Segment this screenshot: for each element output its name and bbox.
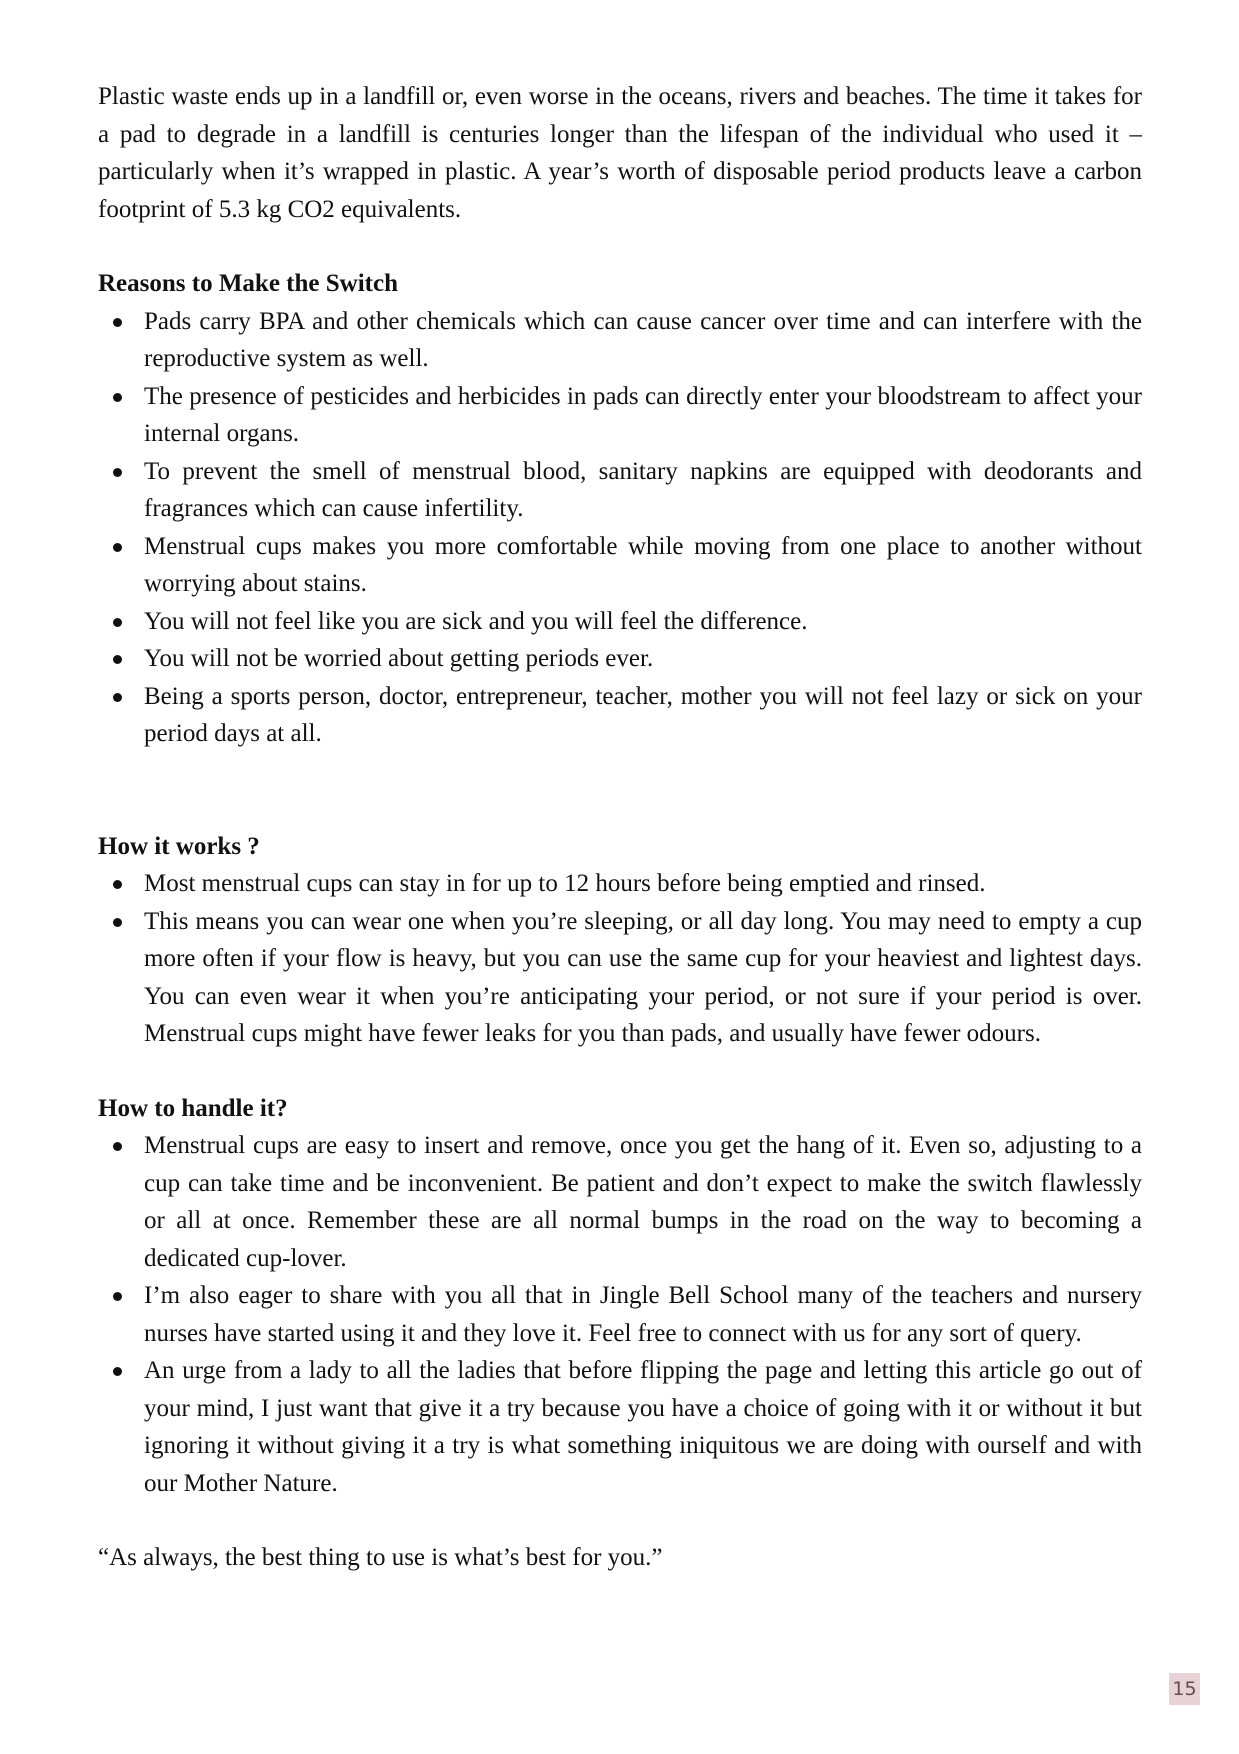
list-item-text: An urge from a lady to all the ladies that before flipping the page and letting this article go out of your mind, I just want that give it a try because you have a choice of going with it or without it but ignoring it without giving it a try is what something iniquitous we are doing with ourself and with our Mother Nature. (144, 1357, 1142, 1497)
list-item (98, 640, 1142, 678)
bullet-icon (113, 393, 122, 402)
spacer (98, 1502, 1142, 1539)
bullet-icon (113, 468, 122, 477)
list-item (98, 603, 1142, 641)
reasons-list (98, 303, 1142, 753)
article-body (98, 78, 1142, 1577)
closing-quote: “As always, the best thing to use is what’s best for you.” (98, 1544, 663, 1571)
section-heading-reasons: Reasons to Make the Switch (98, 270, 398, 297)
intro-paragraph: Plastic waste ends up in a landfill or, even worse in the oceans, rivers and beaches. The time it takes for a pad to degrade in a landfill is centuries longer than the lifespan of the individual who used it – particularly when it’s wrapped in plastic. A year’s worth of disposable period products leave a carbon footprint of 5.3 kg CO2 equivalents. (98, 83, 1142, 223)
list-item-text: This means you can wear one when you’re sleeping, or all day long. You may need to empty a cup more often if your flow is heavy, but you can use the same cup for your heaviest and lightest days. You can even wear it when you’re anticipating your period, or not sure if your period is over. Menstrual cups might have fewer leaks for you than pads, and usually have fewer odours. (144, 907, 1142, 1047)
bullet-icon (113, 1142, 122, 1151)
list-item (98, 1277, 1142, 1352)
list-item-text: I’m also eager to share with you all that in Jingle Bell School many of the teachers and nursery nurses have started using it and they love it. Feel free to connect with us for any sort of query. (144, 1282, 1142, 1347)
list-item (98, 865, 1142, 903)
list-item-text: You will not be worried about getting periods ever. (144, 645, 654, 672)
list-item (98, 378, 1142, 453)
list-item-text: Pads carry BPA and other chemicals which can cause cancer over time and can interfere with the reproductive system as well. (144, 307, 1142, 372)
bullet-icon (113, 543, 122, 552)
how-to-handle-list (98, 1127, 1142, 1502)
bullet-icon (113, 880, 122, 889)
list-item (98, 903, 1142, 1053)
list-item (98, 678, 1142, 753)
list-item-text: Menstrual cups are easy to insert and remove, once you get the hang of it. Even so, adjusting to a cup can take time and be inconvenient. Be patient and don’t expect to make the switch flawlessly or all at once. Remember these are all normal bumps in the road on the way to becoming a dedicated cup-lover. (144, 1132, 1142, 1272)
list-item (98, 1127, 1142, 1277)
list-item-text: The presence of pesticides and herbicides in pads can directly enter your bloodstream to affect your internal organs. (144, 382, 1142, 447)
bullet-icon (113, 655, 122, 664)
list-item (98, 303, 1142, 378)
bullet-icon (113, 1292, 122, 1301)
list-item (98, 453, 1142, 528)
spacer (98, 228, 1142, 265)
bullet-icon (113, 1367, 122, 1376)
list-item-text: Being a sports person, doctor, entrepreneur, teacher, mother you will not feel lazy or sick on your period days at all. (144, 682, 1142, 747)
spacer (98, 753, 1142, 828)
section-heading-how-it-works: How it works ? (98, 832, 260, 860)
how-it-works-list (98, 865, 1142, 1053)
list-item-text: You will not feel like you are sick and you will feel the difference. (144, 607, 808, 635)
bullet-icon (113, 618, 122, 627)
spacer (98, 1053, 1142, 1090)
list-item (98, 1352, 1142, 1502)
section-heading-how-to-handle: How to handle it? (98, 1094, 288, 1122)
bullet-icon (113, 318, 122, 327)
list-item-text: Menstrual cups makes you more comfortable while moving from one place to another without worrying about stains. (144, 532, 1142, 597)
list-item-text: Most menstrual cups can stay in for up to 12 hours before being emptied and rinsed. (144, 870, 986, 897)
list-item (98, 528, 1142, 603)
bullet-icon (113, 918, 122, 927)
page-number-badge: 15 (1169, 1673, 1200, 1705)
list-item-text: To prevent the smell of menstrual blood, sanitary napkins are equipped with deodorants and fragrances which can cause infertility. (144, 457, 1142, 522)
bullet-icon (113, 693, 122, 702)
